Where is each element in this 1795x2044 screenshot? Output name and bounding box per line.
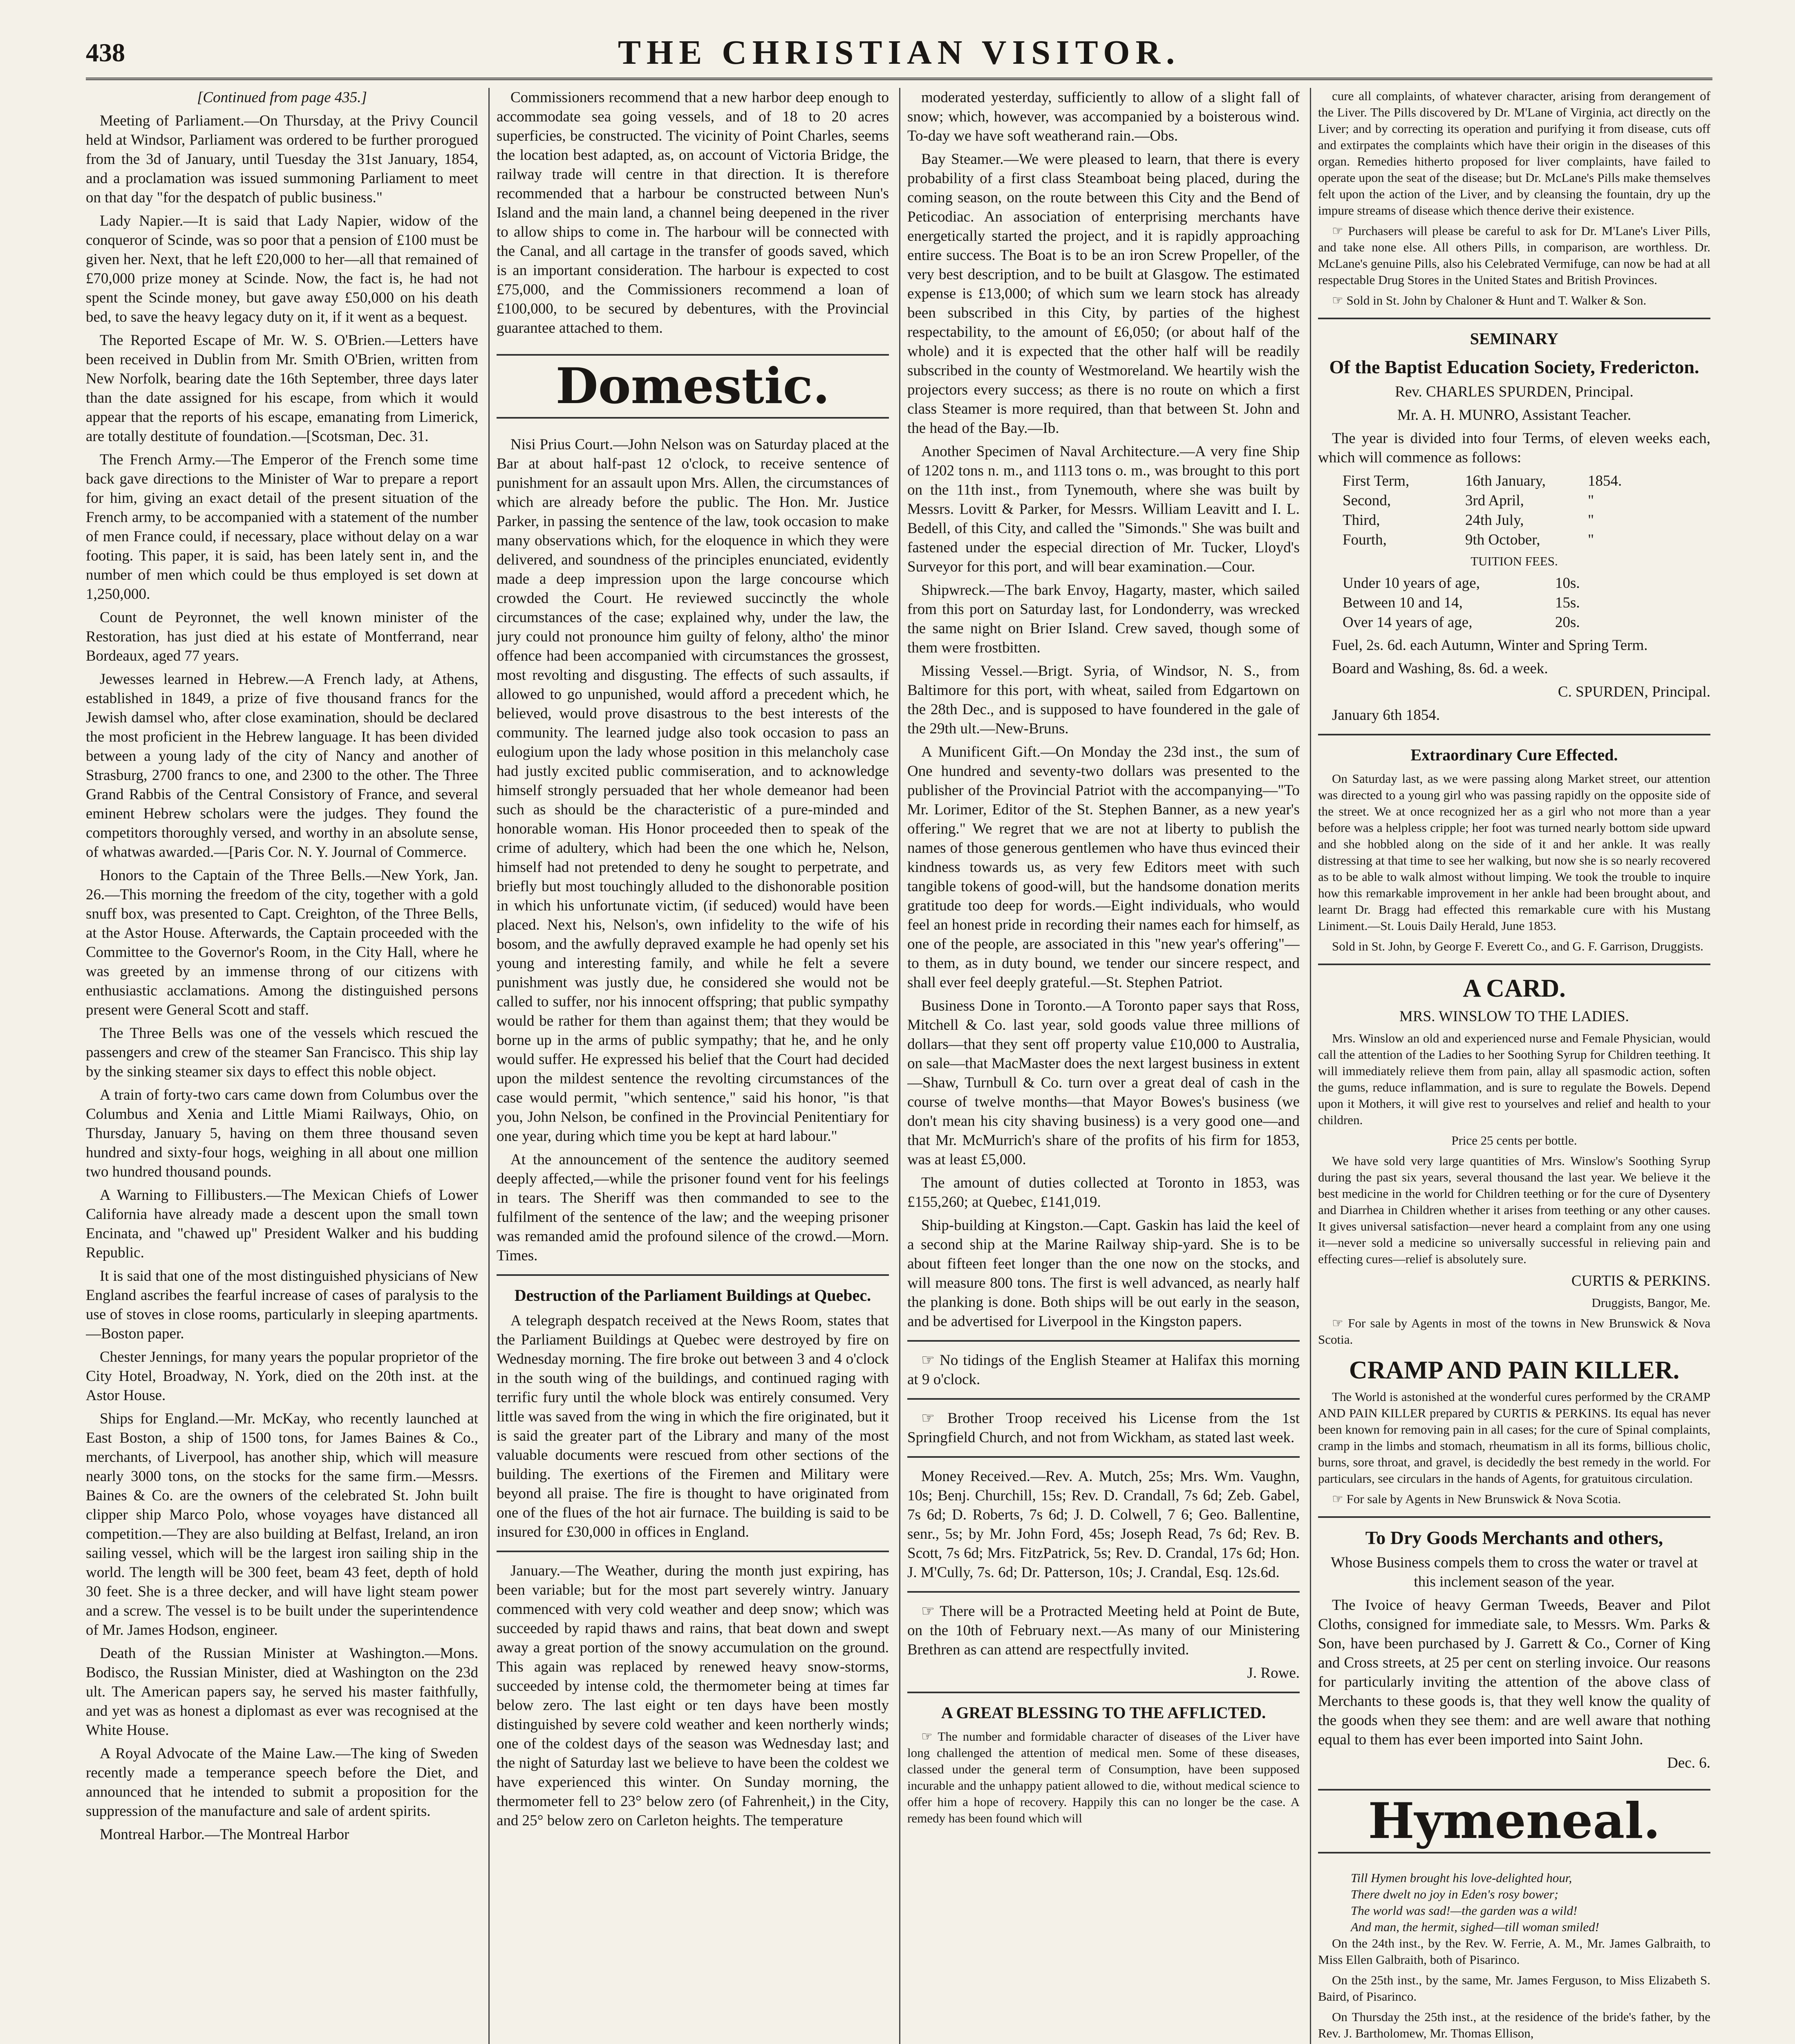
notice: ☞ Brother Troop received his License from the 1st Springfield Church, and not from Wickham, as stated last week. — [907, 1410, 1300, 1446]
column-rule — [899, 88, 900, 2044]
fees-table — [1343, 574, 1710, 632]
marriage-notice: On Thursday the 25th inst., at the residence of the bride's father, by the Rev. J. Bartholomew, Mr. Thomas Ellison, — [1318, 2010, 1710, 2040]
article: Bay Steamer.—We were pleased to learn, that there is every probability of a first class Steamboat being placed, during the coming season, on the route between this City and the Bend of Peticodiac. An association of enterprising merchants have energetically started the project, and it is rapidly approaching entire success. The Boat is to be an iron Screw Propeller, of the very best description, and to be built at Glasgow. The estimated expense is £13,000; of which sum we learn stock has already been subscribed in this City, by parties of the highest respectability, to the amount of £6,050; (or about half of the whole) and it is expected that the other half will be readily subscribed in the county of Westmoreland. We heartily wish the projectors every success; as there is no route on which a first class Steamer is more required, than that between St. John and the head of the Bay.—Ib. — [907, 151, 1300, 437]
price: Price 25 cents per bottle. — [1451, 1133, 1577, 1148]
article: The amount of duties collected at Toronto in 1853, was £155,260; at Quebec, £141,019. — [907, 1174, 1300, 1210]
article: Jewesses learned in Hebrew.—A French lady, at Athens, established in 1849, a prize of five thousand francs for the Jewish damsel who, after close examination, should be declared the most proficient in the Hebrew language. It has been divided between a young lady of the city of Nancy and another of Strasburg, 2700 francs to one, and 2300 to the other. The Three Grand Rabbis of the Central Consistory of France, and several eminent Hebrew scholars were the judges. They found the competitors thoroughly versed, and worthy in an absolute sense, of whatwas awarded.—[Paris Cor. N. Y. Journal of Commerce. — [86, 671, 478, 861]
verse-line: And man, the hermit, sighed—till woman smiled! — [1351, 1920, 1599, 1934]
section-title-domestic: Domestic. — [497, 354, 889, 419]
article: At the announcement of the sentence the auditory seemed deeply affected,—while the prisoner found vent for his feelings in tears. The Sheriff was then commanded to see to the fulfilment of the sentence of the law; and the weeping prisoner was remanded amid the profound silence of the crowd.—Morn. Times. — [497, 1151, 889, 1264]
article: Meeting of Parliament.—On Thursday, at the Privy Council held at Windsor, Parliament was ordered to be further prorogued from the 3d of January, until Tuesday the 31st January, 1854, and a proclamation was issued summoning Parliament to meet on that day "for the despatch of public business." — [86, 112, 478, 206]
article-heading: Destruction of the Parliament Buildings at Quebec. — [514, 1286, 871, 1304]
agents-note: ☞ For sale by Agents in most of the towns in New Brunswick & Nova Scotia. — [1318, 1316, 1710, 1347]
ad-heading: A GREAT BLESSING TO THE AFFLICTED. — [941, 1703, 1266, 1722]
article: A Munificent Gift.—On Monday the 23d inst., the sum of One hundred and seventy-two dollars was presented to the publisher of the Provincial Patriot with the accompanying—"To Mr. Lorimer, Editor of the St. Stephen Banner, as a new year's offering." We regret that we are not at liberty to publish the names of those generous gentlemen who have thus evinced their kindness towards us, as very few Editors meet with such tangible tokens of good-will, but the handsome donation merits gratitude too deep for words.—Eight individuals, who would feel an honest pride in recording their names each for himself, as one of the people, are associated in this "new year's offering"—to them, as in duty bound, we tender our sincere respect, and shall ever feel deeply grateful.—St. Stephen Patriot. — [907, 744, 1300, 991]
page-header — [86, 29, 1712, 80]
column-1 — [86, 88, 478, 2044]
principal: Rev. CHARLES SPURDEN, Principal. — [1395, 383, 1634, 400]
article: moderated yesterday, sufficiently to allow of a slight fall of snow; which, however, was accompanied by a boisterous wind. To-day we have soft weatherand rain.—Obs. — [907, 89, 1300, 144]
article: Death of the Russian Minister at Washington.—Mons. Bodisco, the Russian Minister, died at Washington on the 23d ult. The American papers say, he served his master faithfully, and yet was as honest a diplomast as ever was recognised at the White House. — [86, 1645, 478, 1739]
article: The French Army.—The Emperor of the French some time back gave directions to the Minister of War to prepare a report for him, giving an exact detail of the present situation of the French army, to be accompanied with a statement of the number of men France could, if necessary, place without delay on a war footing. This paper, it is said, has been lately sent in, and the number of men which could be thus employed is set down at 1,250,000. — [86, 451, 478, 603]
column-2 — [497, 88, 889, 2044]
money-received: Money Received.—Rev. A. Mutch, 25s; Mrs. Wm. Vaughn, 10s; Benj. Churchill, 15s; Rev. D. Crandall, 7s 6d; Zeb. Gabel, 7s 6d; D. Roberts, 7s 6d; J. D. Colwell, 7 6; Geo. Ballentine, senr., 5s; by Mr. John Ford, 45s; Joseph Read, 7s 6d; Rev. B. Scott, 7s 6d; Mrs. FitzPatrick, 5s; Rev. D. Crandal, 17s 6d; Hon. J. M'Cully, 7s. 6d; Dr. Patterson, 10s; J. Crandal, Esq. 12s.6d. — [907, 1468, 1300, 1581]
divider — [907, 1692, 1300, 1693]
curtis-location: Druggists, Bangor, Me. — [1591, 1295, 1710, 1310]
article: A Warning to Fillibusters.—The Mexican Chiefs of Lower California have already made a descent upon the small town Encinata, and "chawed up" President Walker and his budding Republic. — [86, 1187, 478, 1261]
terms-schedule — [1343, 471, 1710, 550]
column-3 — [907, 88, 1300, 2044]
card-title: A CARD. — [1463, 975, 1566, 1002]
cure-sold: Sold in St. John, by George F. Everett Co., and G. F. Garrison, Druggists. — [1332, 939, 1703, 953]
article: A Royal Advocate of the Maine Law.—The king of Sweden recently made a temperance speech before the Diet, and announced that he intended to submit a proposition for the suppression of the manufacture and sale of ardent spirits. — [86, 1745, 478, 1820]
article: Montreal Harbor.—The Montreal Harbor — [100, 1826, 349, 1843]
article: Ship-building at Kingston.—Capt. Gaskin has laid the keel of a second ship at the Marine Railway ship-yard. She is to be about fifteen feet longer than the one now on the stocks, and will measure 800 tons. The first is well advanced, as nearly half the planking is done. Both ships will be out early in the season, and be advertised for Liverpool in the Kingston papers. — [907, 1217, 1300, 1330]
article: Count de Peyronnet, the well known minister of the Restoration, has just died at his estate of Montferrand, near Bordeaux, aged 77 years. — [86, 609, 478, 664]
section-title-hymeneal: Hymeneal. — [1318, 1789, 1710, 1853]
column-rule — [1310, 88, 1311, 2044]
curtis-perkins: CURTIS & PERKINS. — [1571, 1273, 1710, 1289]
dry-goods-title: To Dry Goods Merchants and others, — [1365, 1527, 1663, 1548]
divider — [1318, 1516, 1710, 1518]
divider — [907, 1591, 1300, 1593]
ad-text: ☞ The number and formidable character of diseases of the Liver have long challenged the attention of medical men. Some of these diseases, classed under the general term of Consumption, have been supposed incurable and the unhappy patient allowed to die, without medical science to offer him a hope of recovery. Happily this can no longer be the case. A remedy has been found which will — [907, 1729, 1300, 1825]
ad-text: ☞ Sold in St. John by Chaloner & Hunt and T. Walker & Son. — [1332, 293, 1647, 307]
divider — [497, 1274, 889, 1276]
divider — [907, 1398, 1300, 1400]
article: Commissioners recommend that a new harbor deep enough to accommodate sea going vessels, and of 18 to 20 acres superficies, be constructed. The vicinity of Point Charles, seems the location best adapted, as, on account of Victoria Bridge, the railway trade will centre in that direction. It is therefore recommended that a harbour be constructed between Nun's Island and the main land, a channel being deepened in the river to allow ships to come in. The harbour will be connected with the Canal, and all cartage in the transfer of goods saved, which is an important consideration. The harbour is expected to cost £75,000, and the Commissioners recommend a loan of £100,000, to be secured by debentures, with the Provincial guarantee attached to them. — [497, 89, 889, 336]
divider — [907, 1456, 1300, 1458]
divider — [907, 1340, 1300, 1342]
divider — [1318, 734, 1710, 735]
marriage-notice: On the 24th inst., by the Rev. W. Ferrie, A. M., Mr. James Galbraith, to Miss Ellen Galbraith, both of Pisarinco. — [1318, 1936, 1710, 1967]
article: January.—The Weather, during the month just expiring, has been variable; but for the most part severely wintry. January commenced with very cold weather and deep snow; which was succeeded by rapid thaws and rains, that beat down and swept away a great portion of the snowy accumulation on the ground. This again was replaced by renewed heavy snow-storms, succeeded by intense cold, the thermometer being at times far below zero. The last eight or ten days have been mostly distinguished by severe cold weather and keen northerly winds; one of the coldest days of the season was Wednesday last; and the night of Saturday last we believe to have been the coldest we have experienced this winter. On Sunday morning, the thermometer fell to 23° below zero (of Fahrenheit,) in the City, and 25° below zero on Carleton heights. The temperature — [497, 1562, 889, 1829]
cure-heading: Extraordinary Cure Effected. — [1410, 746, 1618, 764]
verse-line: There dwelt no joy in Eden's rosy bower; — [1351, 1887, 1559, 1901]
verse — [1351, 1870, 1710, 1935]
notice: ☞ There will be a Protracted Meeting held at Point de Bute, on the 10th of February next.—As many of our Ministering Brethren as can attend are respectfully invited. — [907, 1603, 1300, 1658]
term-row: Third, 24th July, " — [1343, 512, 1594, 529]
board-fee: Board and Washing, 8s. 6d. a week. — [1332, 660, 1548, 677]
article: A telegraph despatch received at the News Room, states that the Parliament Buildings at Quebec were destroyed by fire on Wednesday morning. The fire broke out between 3 and 4 o'clock in the south wing of the buildings, and continued raging with terrific fury until the whole block was entirely consumed. Very little was saved from the wing in which the fire originated, but it is said the greater part of the Library and many of the most valuable documents were rescued from other sections of the building. The exertions of the Firemen and Military were beyond all praise. The fire is thought to have originated from one of the flues of the hot air furnace. The building is said to be insured for £30,000 in offices in England. — [497, 1312, 889, 1540]
cramp-title: CRAMP AND PAIN KILLER. — [1349, 1356, 1680, 1384]
article: Another Specimen of Naval Architecture.—A very fine Ship of 1202 tons n. m., and 1113 tons o. m., was brought to this port on the 11th inst., from Tynemouth, where she was built by Messrs. Lovitt & Parker, for Messrs. William Leavitt and I. L. Bedell, of this City, and called the "Simonds." She was built and fastened under the especial direction of Mr. Tucker, Lloyd's Surveyor for this port, and will bear examination.—Cour. — [907, 443, 1300, 575]
page-number: 438 — [86, 38, 125, 67]
term-row: Second, 3rd April, " — [1343, 492, 1594, 509]
dry-goods-date: Dec. 6. — [1667, 1755, 1710, 1771]
article: Ships for England.—Mr. McKay, who recently launched at East Boston, a ship of 1500 tons, for James Baines & Co., merchants, of Liverpool, has another ship, which will measure nearly 3000 tons, on the stocks for the same firm.—Messrs. Baines & Co. are the owners of the celebrated St. John built clipper ship Marco Polo, whose voyages have distanced all competition.—They are also building at Belfast, Ireland, an iron sailing vessel, which will be the largest iron sailing ship in the world. The length will be 300 feet, beam 43 feet, depth of hold 30 feet. She is a three decker, and will have light steam power and a screw. The vessel is to be built under the superintendence of Mr. James Hodson, engineer. — [86, 1410, 478, 1638]
cramp-text: The World is astonished at the wonderful cures performed by the CRAMP AND PAIN KILLER prepared by CURTIS & PERKINS. Its equal has never been known for removing pain in all cases; for the cure of Spinal complaints, cramp in the limbs and stomach, rheumatism in all its forms, billious cholic, burns, sore throat, and gravel, is decidedly the best remedy in the world. For particulars, see circulars in the hands of Agents, for gratuitous circulation. — [1318, 1390, 1710, 1486]
article: The Three Bells was one of the vessels which rescued the passengers and crew of the steamer San Francisco. This ship lay by the sinking steamer six days to effect this noble object. — [86, 1025, 478, 1080]
article: A train of forty-two cars came down from Columbus over the Columbus and Xenia and Little Miami Railways, Ohio, on Thursday, January 5, having on them three thousand seven hundred and sixty-four hogs, weighing in all about one million two hundred thousand pounds. — [86, 1087, 478, 1180]
seminary-subtitle: Of the Baptist Education Society, Fredericton. — [1329, 356, 1699, 377]
article: Nisi Prius Court.—John Nelson was on Saturday placed at the Bar at about half-past 12 o'clock, to receive sentence of punishment for an assault upon Mrs. Allen, the circumstances of which are already before the public. The Hon. Mr. Justice Parker, in passing the sentence of the law, took occasion to make many observations which, for the eloquence in which they were delivered, and soundness of the principles enunciated, evidently made a deep impression upon the large concourse which crowded the Court. He reviewed succinctly the whole circumstances of the case; explained why, under the law, the jury could not pronounce him guilty of felony, altho' the minor offence had been accompanied with circumstances the grossest, most revolting and disgusting. The effects of such assaults, if allowed to go unpunished, would afford a precedent which, he believed, would prove disastrous to the best interests of the community. The learned judge also took occasion to pass an eulogium upon the lady whose position in this melancholy case had justly excited public commiseration, and to acknowledge himself strongly persuaded that her whole demeanor had been such as should be the characteristic of a pure-minded and honorable woman. His Honor proceeded then to speak of the crime of adultery, which had been the one which he, Nelson, himself had not pretended to deny he sought to perpetrate, and briefly but most touchingly alluded to the dishonorable position in which his unfortunate victim, (if seduced) would have been placed. Next his, Nelson's, own infidelity to the wife of his bosom, and the awfully depraved example he had openly set his young and interesting family, and while he felt a severe punishment was justly due, he considered she would not be called to suffer, nor his innocent offspring; that public sympathy would be rather for them than against them; that they would be borne up in the arms of public sympathy; that he, and he only would suffer. He expressed his belief that the Court had decided upon the mildest sentence the revolting circumstances of the case would permit, "which sentence," said his honor, "is that you, John Nelson, be confined in the Provincial Penitentiary for one year, during which time you be kept at hard labour." — [497, 436, 889, 1145]
notice-signature: J. Rowe. — [1247, 1665, 1300, 1681]
verse-line: Till Hymen brought his love-delighted hour, — [1351, 1871, 1572, 1885]
assistant-teacher: Mr. A. H. MUNRO, Assistant Teacher. — [1397, 407, 1632, 424]
column-rule — [488, 88, 490, 2044]
ad-text: ☞ Purchasers will please be careful to ask for Dr. M'Lane's Liver Pills, and take none else. All others Pills, in comparison, are worthless. Dr. McLane's genuine Pills, also his Celebrated Vermifuge, can now be had at all respectable Drug Stores in the United States and British Provinces. — [1318, 224, 1710, 287]
card-text: Mrs. Winslow an old and experienced nurse and Female Physician, would call the attention of the Ladies to her Soothing Syrup for Children teething. It will immediately relieve them from pain, allay all spasmodic action, soften the gums, reduce inflammation, and is sure to regulate the Bowels. Depend upon it Mothers, it will give rest to yourselves and relief and health to your children. — [1318, 1031, 1710, 1127]
article: Business Done in Toronto.—A Toronto paper says that Ross, Mitchell & Co. last year, sold goods value three millions of dollars—that they sent off property value £10,000 to Australia, on sale—that MacMaster does the next largest business in extent—Shaw, Turnbull & Co. turn over a great deal of cash in the course of twelve months—that Mayor Bowes's business (we don't mean his city shaving business) is a very good one—and that Mr. McMurrich's share of the profits of his firm for 1853, was at least £5,000. — [907, 997, 1300, 1168]
dry-goods-text: The Ivoice of heavy German Tweeds, Beaver and Pilot Cloths, consigned for immediate sale, to Messrs. Wm. Parks & Son, have been purchased by J. Garrett & Co., Corner of King and Cross streets, at 25 per cent on sterling invoice. Our reasons for particularly inviting the attention of the above class of Merchants to these goods is, that they well know the quality of the goods when they see them: and are well aware that nothing equal to them has ever been imported into Saint John. — [1318, 1597, 1710, 1748]
article: Honors to the Captain of the Three Bells.—New York, Jan. 26.—This morning the freedom of the city, together with a gold snuff box, was presented to Capt. Creighton, of the Three Bells, at the Astor House. Afterwards, the Captain proceeded with the Committee to the Governor's Room, in the City Hall, where he was greeted by an immense throng of our citizens with enthusiastic acclamations. Among the distinguished persons present were General Scott and staff. — [86, 867, 478, 1018]
article: Shipwreck.—The bark Envoy, Hagarty, master, which sailed from this port on Saturday last, for Londonderry, was wrecked the same night on Brier Island. Crew saved, though some of them were frostbitten. — [907, 582, 1300, 656]
article: The Reported Escape of Mr. W. S. O'Brien.—Letters have been received in Dublin from Mr. Smith O'Brien, written from New Norfolk, bearing date the 16th September, three days later than the date assigned for his escape, from which it would appear that the reports of his escape, emanating from Limerick, are totally destitute of foundation.—[Scotsman, Dec. 31. — [86, 332, 478, 445]
notice: ☞ No tidings of the English Steamer at Halifax this morning at 9 o'clock. — [907, 1352, 1300, 1388]
agents-note: ☞ For sale by Agents in New Brunswick & Nova Scotia. — [1332, 1492, 1621, 1506]
term-row: Fourth, 9th October, " — [1343, 531, 1594, 548]
article: Chester Jennings, for many years the popular proprietor of the City Hotel, Broadway, N. York, died on the 20th inst. at the Astor House. — [86, 1349, 478, 1404]
ad-text: cure all complaints, of whatever character, arising from derangement of the Liver. The Pills discovered by Dr. M'Lane of Virginia, act directly on the Liver; and by correcting its operation and purifying it from disease, cuts off and extirpates the complaints which have their origin in the diseases of this organ. Remedies hitherto proposed for liver complaints, have failed to operate upon the seat of the disease; but Dr. McLane's Pills make themselves felt upon the action of the Liver, and by cleansing the fountain, dry up the impure streams of disease which thence derive their existence. — [1318, 89, 1710, 217]
divider — [1318, 318, 1710, 319]
fee-row: Over 14 years of age, 20s. — [1343, 614, 1580, 631]
article: Missing Vessel.—Brigt. Syria, of Windsor, N. S., from Baltimore for this port, with wheat, sailed from Edgartown on the 28th Dec., and is supposed to have foundered in the gale of the 29th ult.—New-Bruns. — [907, 663, 1300, 737]
dry-goods-subtitle: Whose Business compels them to cross the water or travel at this inclement season of the year. — [1330, 1554, 1698, 1590]
fee-row: Under 10 years of age, 10s. — [1343, 575, 1580, 592]
seminary-title: SEMINARY — [1470, 329, 1559, 348]
seminary-signature: C. SPURDEN, Principal. — [1558, 684, 1710, 700]
fuel-fee: Fuel, 2s. 6d. each Autumn, Winter and Spring Term. — [1332, 637, 1648, 654]
card-subtitle: MRS. WINSLOW TO THE LADIES. — [1399, 1008, 1629, 1025]
divider — [1318, 964, 1710, 965]
cure-text: On Saturday last, as we were passing along Market street, our attention was directed to a young girl who was passing rapidly on the opposite side of the street. We at once recognized her as a girl who not more than a year before was a helpless cripple; her foot was turned nearly bottom side upward and she hobbled along on the side of it and her ankle. It was really distressing at that time to see her walking, but now she is so nearly recovered as to be able to walk almost without limping. We took the trouble to inquire how this remarkable improvement in her ankle had been brought about, and learnt Dr. Bragg had effected this remarkable cure with his Mustang Liniment.—St. Louis Daily Herald, June 1853. — [1318, 771, 1710, 933]
masthead-title: THE CHRISTIAN VISITOR. — [618, 34, 1181, 72]
terms-intro: The year is divided into four Terms, of eleven weeks each, which will commence as follows: — [1318, 430, 1710, 466]
seminary-date: January 6th 1854. — [1332, 707, 1440, 724]
card-text-2: We have sold very large quantities of Mrs. Winslow's Soothing Syrup during the past six years, several thousand the last year. We believe it the best medicine in the world for Children teething or for the cure of Dysentery and Diarrhea in Children whether it arises from teething or any other causes. It gives universal satisfaction—never heard a complaint from any one using it—never sold a medicine so universally successful in relieving pain and effecting cures—relief is absolutely sure. — [1318, 1154, 1710, 1266]
term-row: First Term, 16th January, 1854. — [1343, 473, 1622, 489]
article: Lady Napier.—It is said that Lady Napier, widow of the conqueror of Scinde, was so poor that a pension of £100 must be given her. Next, that he left £20,000 to her—all that remained of £70,000 prize money at Scinde. Now, the fact is, he had not spent the Scinde money, but gave away £50,000 on his death bed, to save the heavy legacy duty on it, if it went as a bequest. — [86, 213, 478, 325]
verse-line: The world was sad!—the garden was a wild! — [1351, 1903, 1578, 1918]
column-4 — [1318, 88, 1710, 2044]
fees-title: TUITION FEES. — [1470, 554, 1558, 568]
article: It is said that one of the most distinguished physicians of New England ascribes the fearful increase of cases of paralysis to the use of stoves in close rooms, particularly in sleeping apartments.—Boston paper. — [86, 1268, 478, 1342]
divider — [497, 1551, 889, 1552]
continued-note: [Continued from page 435.] — [197, 89, 367, 106]
fee-row: Between 10 and 14, 15s. — [1343, 594, 1580, 611]
marriage-notice: On the 25th inst., by the same, Mr. James Ferguson, to Miss Elizabeth S. Baird, of Pisarinco. — [1318, 1973, 1710, 2004]
columns — [86, 88, 1721, 2044]
